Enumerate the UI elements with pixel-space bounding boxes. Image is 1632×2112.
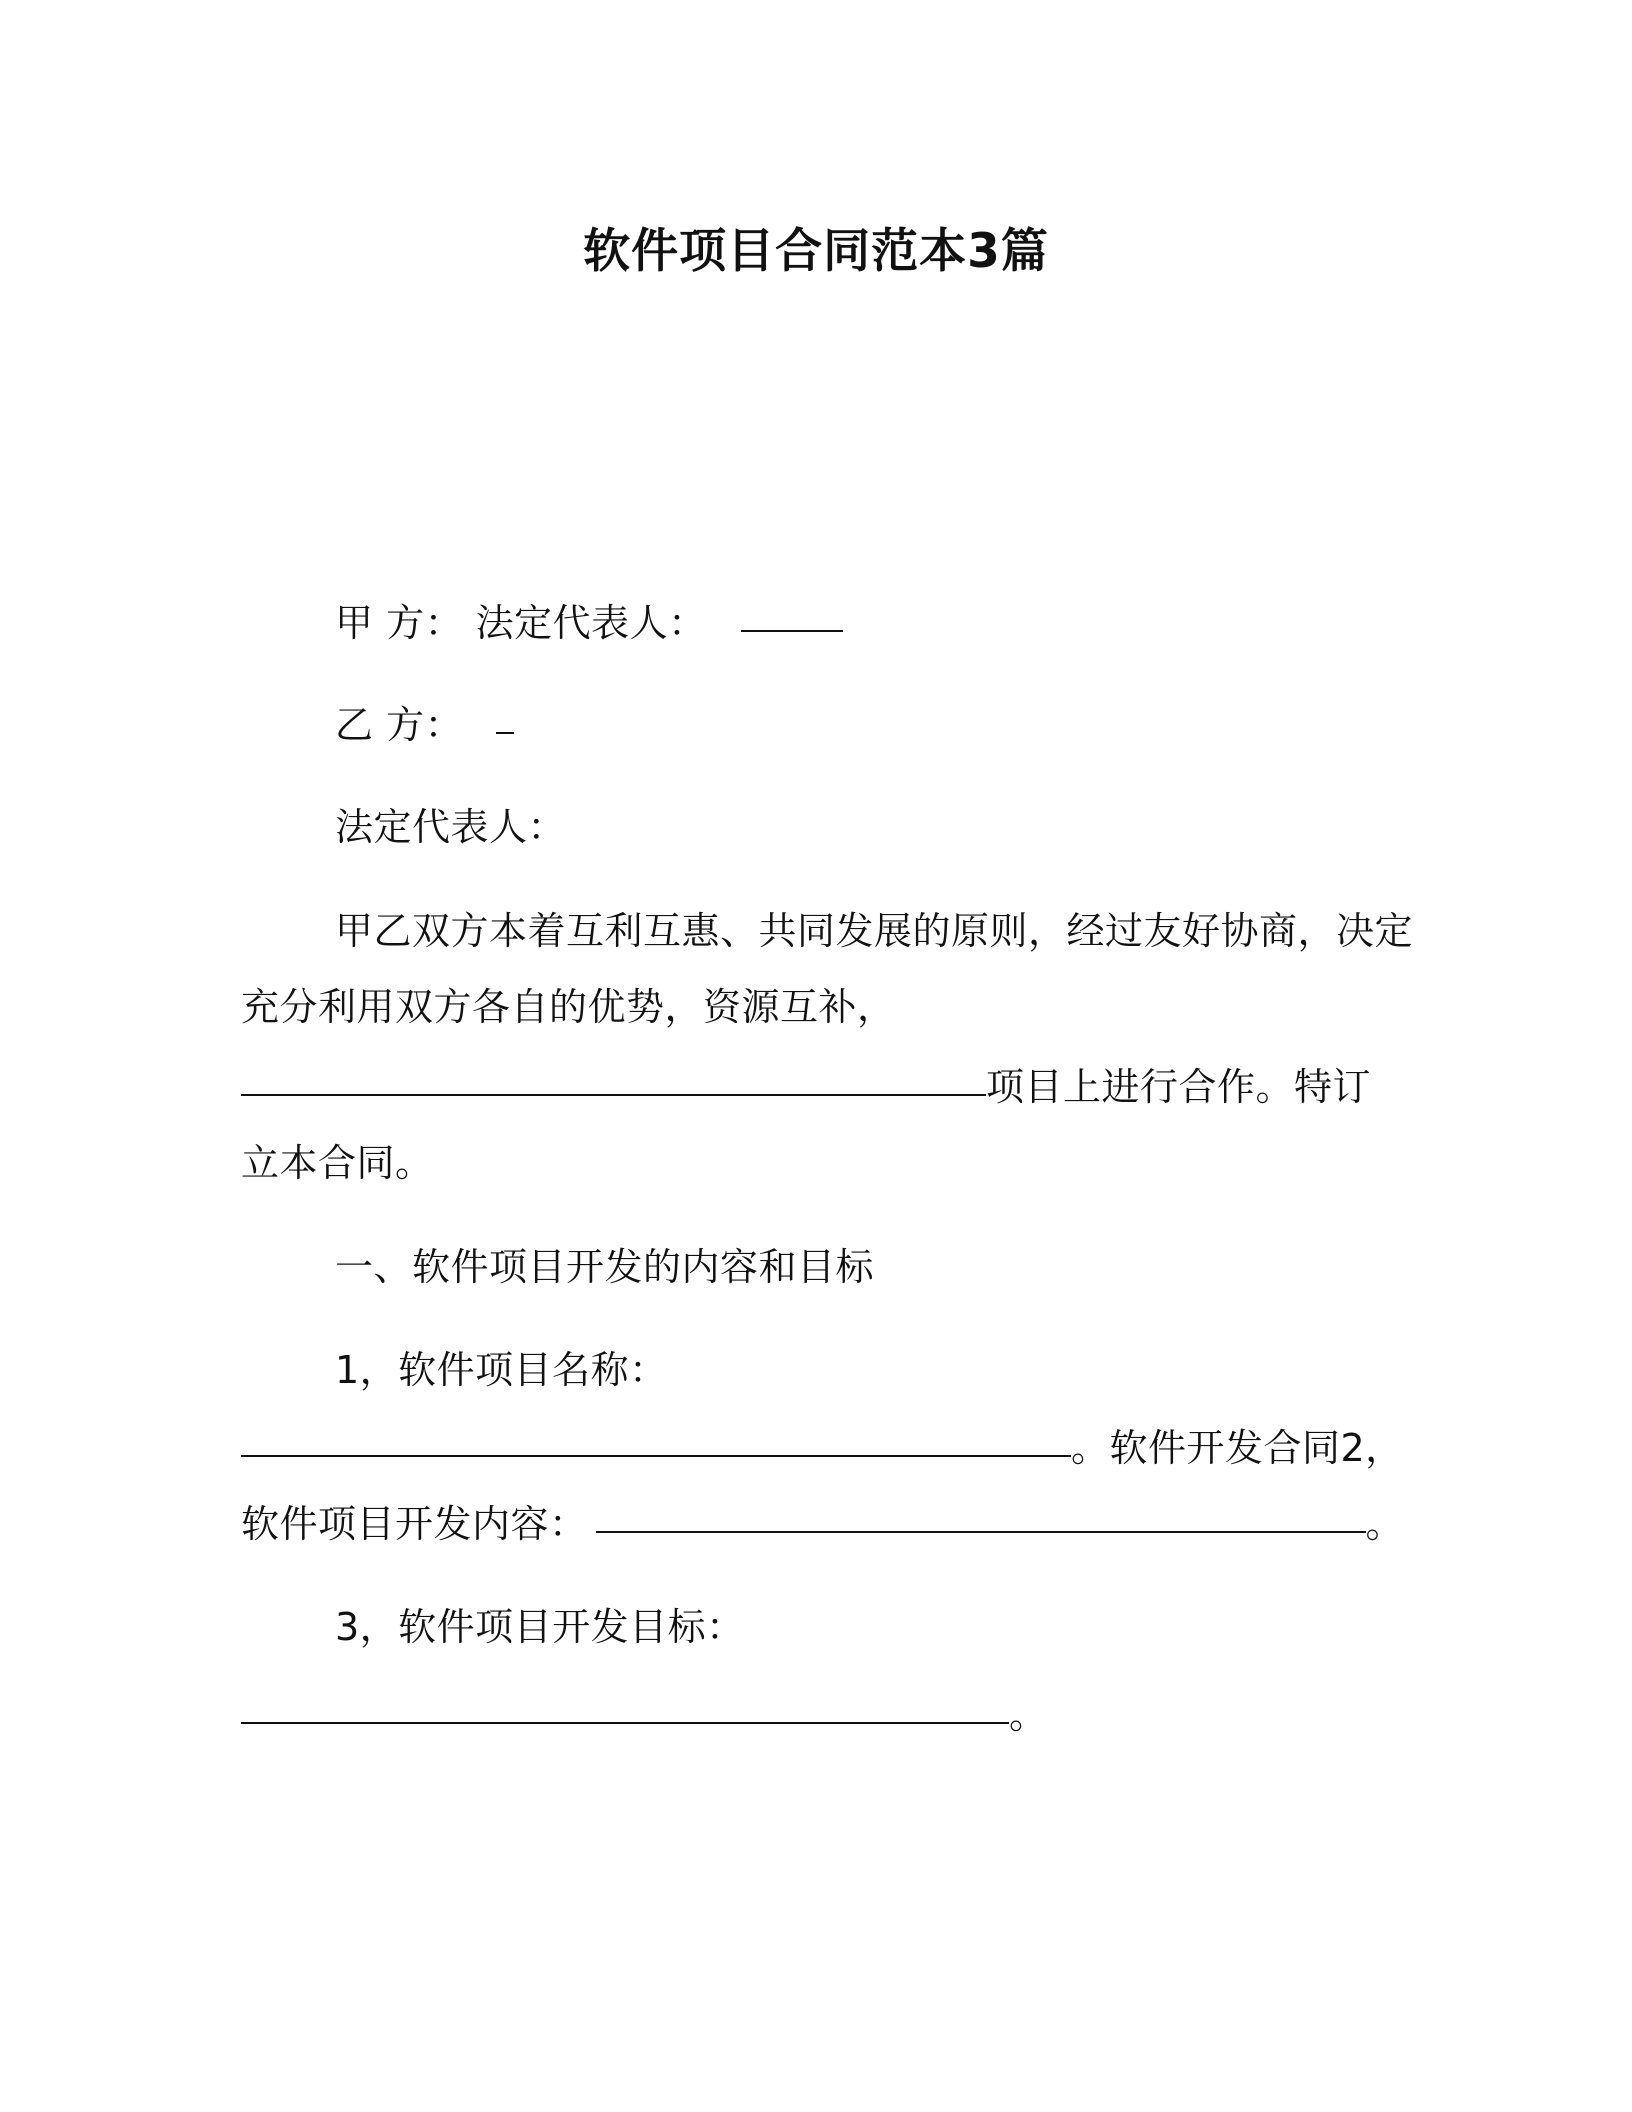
item1-blank <box>241 1454 1071 1457</box>
party-b-rep-line <box>335 802 566 852</box>
party-b-blank <box>496 731 514 734</box>
intro-line-4: 立本合同。 <box>241 1141 434 1185</box>
intro-line-2: 充分利用双方各自的优势，资源互补， <box>241 985 896 1029</box>
party-b-label: 乙 方： <box>335 703 464 747</box>
item3-label: 3，软件项目开发目标： <box>335 1605 745 1649</box>
item2-after-text: 。 <box>1365 1502 1405 1546</box>
item3-blank <box>241 1721 1009 1724</box>
party-a-label: 甲 方： 法定代表人： <box>335 601 707 645</box>
party-a-rep-blank <box>741 629 843 632</box>
party-a-line <box>335 598 843 648</box>
item1-label: 1，软件项目名称： <box>335 1348 668 1392</box>
section1-heading: 一、软件项目开发的内容和目标 <box>335 1245 875 1289</box>
item2-line <box>241 1499 1404 1549</box>
item2-blank <box>596 1530 1366 1533</box>
intro-line-3 <box>241 1062 1371 1112</box>
item1-line <box>241 1423 1404 1473</box>
intro-line-1: 甲乙双方本着互利互惠、共同发展的原则，经过友好协商，决定 <box>335 909 1414 953</box>
item3-after-text: 。 <box>1009 1693 1048 1737</box>
item1-after-text: 。软件开发合同2， <box>1071 1426 1404 1470</box>
item2-label: 软件项目开发内容： <box>241 1502 588 1546</box>
party-b-rep-label: 法定代表人： <box>335 805 567 849</box>
item3-line <box>241 1690 1048 1740</box>
party-b-line <box>335 700 514 750</box>
project-name-blank <box>241 1093 986 1096</box>
document-title: 软件项目合同范本3篇 <box>583 224 1049 279</box>
intro-line-3-text: 项目上进行合作。特订 <box>986 1065 1372 1109</box>
